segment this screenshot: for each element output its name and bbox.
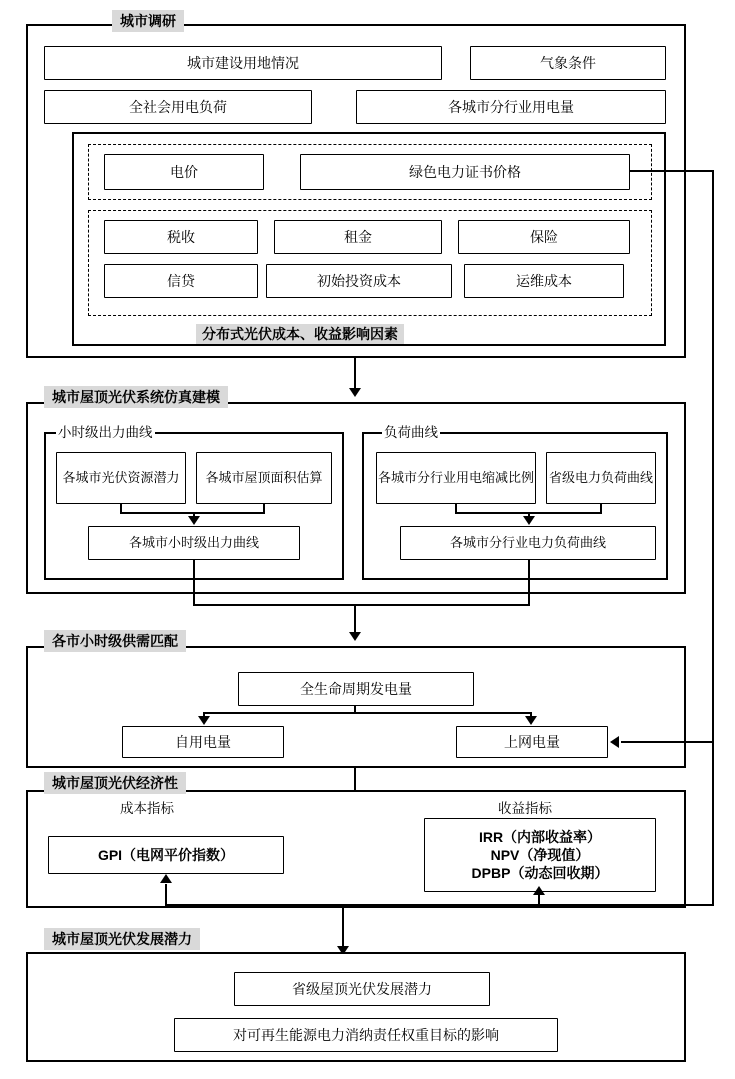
box-grid-feed-in[interactable]: 上网电量 xyxy=(456,726,608,758)
connector-gpi-bus xyxy=(165,904,540,906)
section-title-city-survey: 城市调研 xyxy=(112,10,184,32)
box-insurance[interactable]: 保险 xyxy=(458,220,630,254)
connector-right-bus-to-feedin xyxy=(621,741,714,743)
section-title-simulation: 城市屋顶光伏系统仿真建模 xyxy=(44,386,228,408)
arrowhead-right-merge xyxy=(523,516,535,525)
box-roof-area-estimate[interactable]: 各城市屋顶面积估算 xyxy=(196,452,332,504)
arrowhead-left-merge xyxy=(188,516,200,525)
box-tax[interactable]: 税收 xyxy=(104,220,258,254)
arrowhead-survey-to-simulation xyxy=(349,388,361,397)
box-city-industry-power[interactable]: 各城市分行业用电量 xyxy=(356,90,666,124)
box-land-use[interactable]: 城市建设用地情况 xyxy=(44,46,442,80)
box-credit[interactable]: 信贷 xyxy=(104,264,258,298)
text-irr: IRR（内部收益率） xyxy=(478,829,602,845)
box-electricity-price[interactable]: 电价 xyxy=(104,154,264,190)
label-cost-index: 成本指标 xyxy=(120,801,174,816)
box-initial-investment[interactable]: 初始投资成本 xyxy=(266,264,452,298)
connector-load-to-match xyxy=(528,560,530,606)
box-society-load[interactable]: 全社会用电负荷 xyxy=(44,90,312,124)
box-revenue-indicators[interactable] xyxy=(424,818,656,892)
box-rps-impact[interactable]: 对可再生能源电力消纳责任权重目标的影响 xyxy=(174,1018,558,1052)
connector-right-bus-bottom xyxy=(538,904,712,906)
connector-to-gpi xyxy=(165,884,167,906)
text-npv: NPV（净现值） xyxy=(490,847,590,863)
arrowhead-match-down xyxy=(349,632,361,641)
arrowhead-gpi-up xyxy=(160,874,172,883)
connector-right-bus-lower xyxy=(712,742,714,906)
arrowhead-revenue-up xyxy=(533,886,545,895)
box-rent[interactable]: 租金 xyxy=(274,220,442,254)
section-title-economy: 城市屋顶光伏经济性 xyxy=(44,772,186,794)
section-title-potential: 城市屋顶光伏发展潜力 xyxy=(44,928,200,950)
box-lifecycle-generation[interactable]: 全生命周期发电量 xyxy=(238,672,474,706)
box-gpi[interactable]: GPI（电网平价指数） xyxy=(48,836,284,874)
text-dpbp: DPBP（动态回收期） xyxy=(471,865,609,881)
box-pv-resource-potential[interactable]: 各城市光伏资源潜力 xyxy=(56,452,186,504)
caption-cost-revenue-factors: 分布式光伏成本、收益影响因素 xyxy=(196,324,404,344)
arrowhead-feedin-left xyxy=(610,736,619,748)
arrowhead-grid-feed xyxy=(525,716,537,725)
connector-lifecycle-down xyxy=(354,706,356,714)
connector-output-to-match xyxy=(193,560,195,606)
box-om-cost[interactable]: 运维成本 xyxy=(464,264,624,298)
box-industry-load-curve[interactable]: 各城市分行业电力负荷曲线 xyxy=(400,526,656,560)
label-revenue-index: 收益指标 xyxy=(498,801,552,816)
connector-match-merge xyxy=(193,604,530,606)
connector-survey-to-simulation xyxy=(354,358,356,392)
arrowhead-self-use xyxy=(198,716,210,725)
box-province-potential[interactable]: 省级屋顶光伏发展潜力 xyxy=(234,972,490,1006)
box-province-load-curve[interactable]: 省级电力负荷曲线 xyxy=(546,452,656,504)
connector-right-bus-vertical xyxy=(712,170,714,742)
connector-lifecycle-split xyxy=(203,712,532,714)
box-self-use[interactable]: 自用电量 xyxy=(122,726,284,758)
connector-economy-to-potential xyxy=(342,904,344,952)
section-title-matching: 各市小时级供需匹配 xyxy=(44,630,186,652)
box-green-certificate-price[interactable]: 绿色电力证书价格 xyxy=(300,154,630,190)
box-weather[interactable]: 气象条件 xyxy=(470,46,666,80)
box-industry-reduction-ratio[interactable]: 各城市分行业用电缩减比例 xyxy=(376,452,536,504)
box-hourly-output-curve[interactable]: 各城市小时级出力曲线 xyxy=(88,526,300,560)
label-load-curve: 负荷曲线 xyxy=(384,425,438,440)
label-output-curve: 小时级出力曲线 xyxy=(58,425,153,440)
connector-price-to-right-bus xyxy=(630,170,714,172)
